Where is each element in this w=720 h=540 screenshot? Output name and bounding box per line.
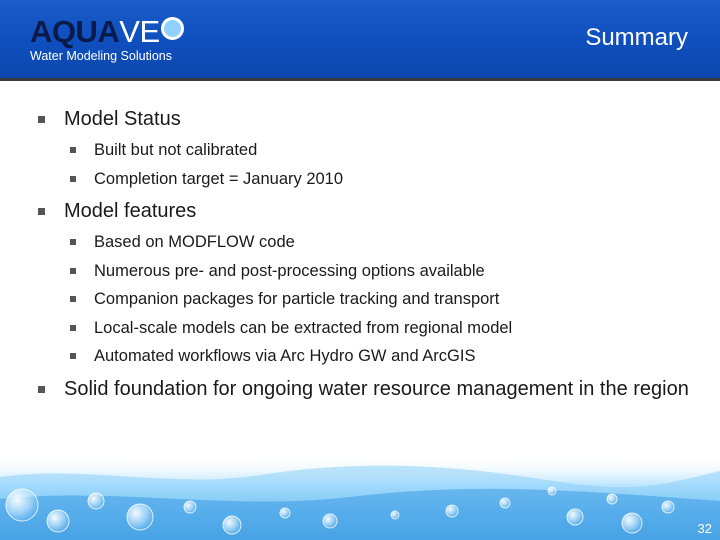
sub-bullet-text: Automated workflows via Arc Hydro GW and ArcGIS — [94, 347, 476, 365]
sub-bullet-text: Built but not calibrated — [94, 141, 258, 159]
sub-bullet-item — [38, 342, 698, 371]
header-divider — [0, 78, 720, 81]
slide-header — [0, 0, 720, 78]
square-bullet-icon — [70, 176, 76, 182]
bullet-text: Solid foundation for ongoing water resource management in the region — [64, 377, 689, 400]
aquaveo-logo — [30, 14, 210, 66]
sub-bullet-text: Companion packages for particle tracking and transport — [94, 290, 500, 308]
sub-bullet-item — [38, 165, 698, 194]
logo-o-circle-icon — [161, 17, 184, 40]
bullet-item — [38, 105, 698, 133]
sub-bullet-text: Completion target = January 2010 — [94, 169, 344, 188]
water-bubbles-image — [0, 455, 720, 540]
square-bullet-icon — [70, 147, 76, 153]
square-bullet-icon — [70, 268, 76, 274]
sub-bullet-text: Local-scale models can be extracted from regional model — [94, 318, 513, 337]
slide-title: Summary — [585, 24, 688, 51]
square-bullet-icon — [70, 325, 76, 331]
square-bullet-icon — [70, 296, 76, 302]
sub-bullet-item — [38, 314, 698, 343]
square-bullet-icon — [38, 208, 45, 215]
square-bullet-icon — [38, 116, 45, 123]
sub-bullet-text: Based on MODFLOW code — [94, 233, 295, 251]
logo-subtitle: Water Modeling Solutions — [30, 49, 172, 63]
sub-bullet-item — [38, 136, 698, 165]
slide-number: 32 — [697, 521, 712, 536]
bullet-item — [38, 375, 698, 403]
square-bullet-icon — [70, 239, 76, 245]
bullet-text: Model Status — [64, 108, 181, 130]
square-bullet-icon — [38, 386, 45, 393]
square-bullet-icon — [70, 353, 76, 359]
sub-bullet-text: Numerous pre- and post-processing options available — [94, 261, 485, 280]
bullet-list — [38, 105, 698, 403]
sub-bullet-item — [38, 285, 698, 314]
sub-bullet-item — [38, 257, 698, 286]
logo-wordmark: AQUAVE — [30, 14, 184, 50]
bullet-text: Model features — [64, 200, 197, 222]
bullet-item — [38, 197, 698, 225]
sub-bullet-item — [38, 228, 698, 257]
